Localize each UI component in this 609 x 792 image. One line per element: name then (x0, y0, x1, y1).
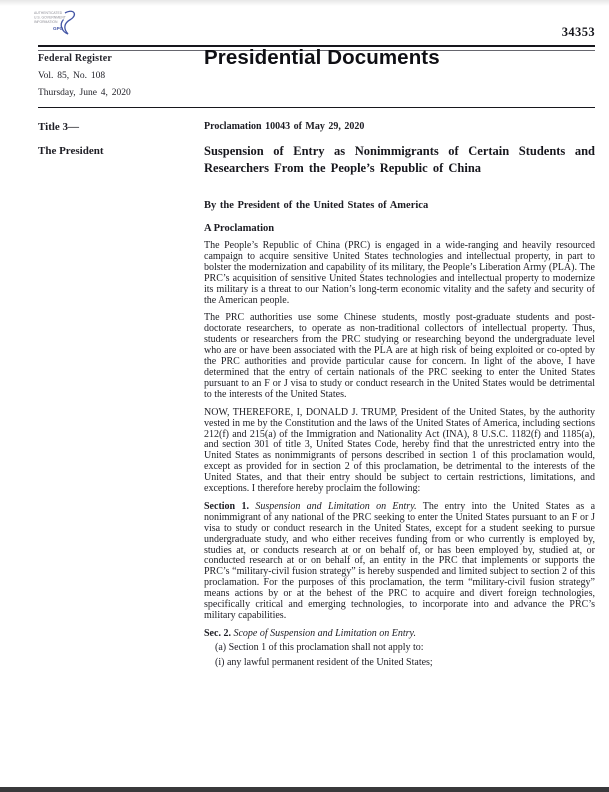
gpo-logo-gpo-text: GPO (53, 26, 64, 31)
paragraph-1: The People’s Republic of China (PRC) is engaged in a wide-ranging and heavily resourced campaign to acquire sensitive United States technologies and intellectual property, in part to bolster the modernization and capability of its military, the People’s Liberation Army (PLA). The PRC’s acquisition of sensitive United States technologies and intellectual property to modernize its military is a threat to our Nation’s long-term economic vitality and the safety and security of the American people. (204, 240, 595, 306)
document-body (38, 121, 595, 669)
title-sidebar (38, 121, 204, 669)
gpo-logo-line2: U.S. GOVERNMENT (34, 15, 66, 20)
proclamation-heading: Proclamation 10043 of May 29, 2020 (204, 121, 365, 132)
masthead (38, 53, 131, 98)
title-author-label: The President (38, 145, 104, 157)
title-number-label: Title 3— (38, 121, 80, 133)
section-title: Presidential Documents (204, 46, 440, 69)
proclamation-title: Suspension of Entry as Nonimmigrants of Certain Students and Researchers From the People’s Republic of China (204, 144, 595, 175)
masthead-bottom-rule (38, 107, 595, 108)
section-2-label: Sec. 2. (204, 627, 231, 639)
clause-i: (i) any lawful permanent resident of the United States; (215, 656, 433, 668)
gpo-authenticated-logo (33, 9, 79, 41)
proclamation-subheading: A Proclamation (204, 223, 275, 234)
page-bottom-edge (0, 787, 609, 792)
gpo-logo-graphic (33, 9, 79, 41)
page-top-edge (0, 0, 609, 6)
clause-a: (a) Section 1 of this proclamation shall not apply to: (215, 642, 424, 654)
paragraph-3: NOW, THEREFORE, I, DONALD J. TRUMP, President of the United States, by the authority vested in me by the Constitution and the laws of the United States of America, including sections 212(f) and 215(a) of the Immigration and Nationality Act (INA), 8 U.S.C. 1182(f) and 1185(a), and section 301 of title 3, United States Code, hereby find that the unrestricted entry into the United States as nonimmigrants of persons described in section 1 of this proclamation would, except as provided for in section 2 of this proclamation, be detrimental to the interests of the United States, and that their entry should be subject to certain restrictions, limitations, and exceptions. I therefore hereby proclaim the following: (204, 406, 595, 495)
section-2-heading (204, 629, 595, 640)
section-2-italic-title: Scope of Suspension and Limitation on Entry. (233, 627, 416, 639)
issue-date: Thursday, June 4, 2020 (38, 88, 131, 98)
volume-issue: Vol. 85, No. 108 (38, 71, 106, 81)
section-1-body: The entry into the United States as a nonimmigrant of any national of the PRC seeking to enter the United States pursuant to an F or J visa to study or conduct research in the United States, except for a student seeking to pursue undergraduate study, and who either receives funding from or who currently is employed by, studies at, or conducts research at or on behalf of, or has been employed by, studied at, or conducted research at or on behalf of, an entity in the PRC that implements or supports the PRC’s “military-civil fusion strategy” is hereby suspended and limited subject to section 2 of this proclamation. For the purposes of this proclamation, the term “military-civil fusion strategy” means actions by or at the behest of the PRC to acquire and divert foreign technologies, specifically critical and emerging technologies, to incorporate into and advance the PRC’s military capabilities. (204, 500, 596, 621)
paragraph-2: The PRC authorities use some Chinese students, mostly post-graduate students and post-doctorate researchers, to operate as non-traditional collectors of intellectual property. Thus, students or researchers from the PRC studying or researching beyond the undergraduate level who are or have been associated with the PLA are at high risk of being exploited or co-opted by the PRC authorities and provide particular cause for concern. In light of the above, I have determined that the entry of certain nationals of the PRC seeking to enter the United States pursuant to an F or J visa to study or conduct research in the United States would be detrimental to the interests of the United States. (204, 312, 595, 400)
section-1-paragraph (204, 502, 595, 622)
gpo-logo-line1: AUTHENTICATED (34, 11, 63, 15)
proclamation-byline: By the President of the United States of America (204, 200, 429, 211)
journal-name: Federal Register (38, 53, 113, 64)
section-1-label: Section 1. (204, 500, 249, 512)
page-number: 34353 (561, 25, 595, 39)
section-1-italic-title: Suspension and Limitation on Entry. (255, 500, 417, 512)
proclamation-column (204, 121, 595, 669)
gpo-logo-line3: INFORMATION (34, 20, 58, 25)
